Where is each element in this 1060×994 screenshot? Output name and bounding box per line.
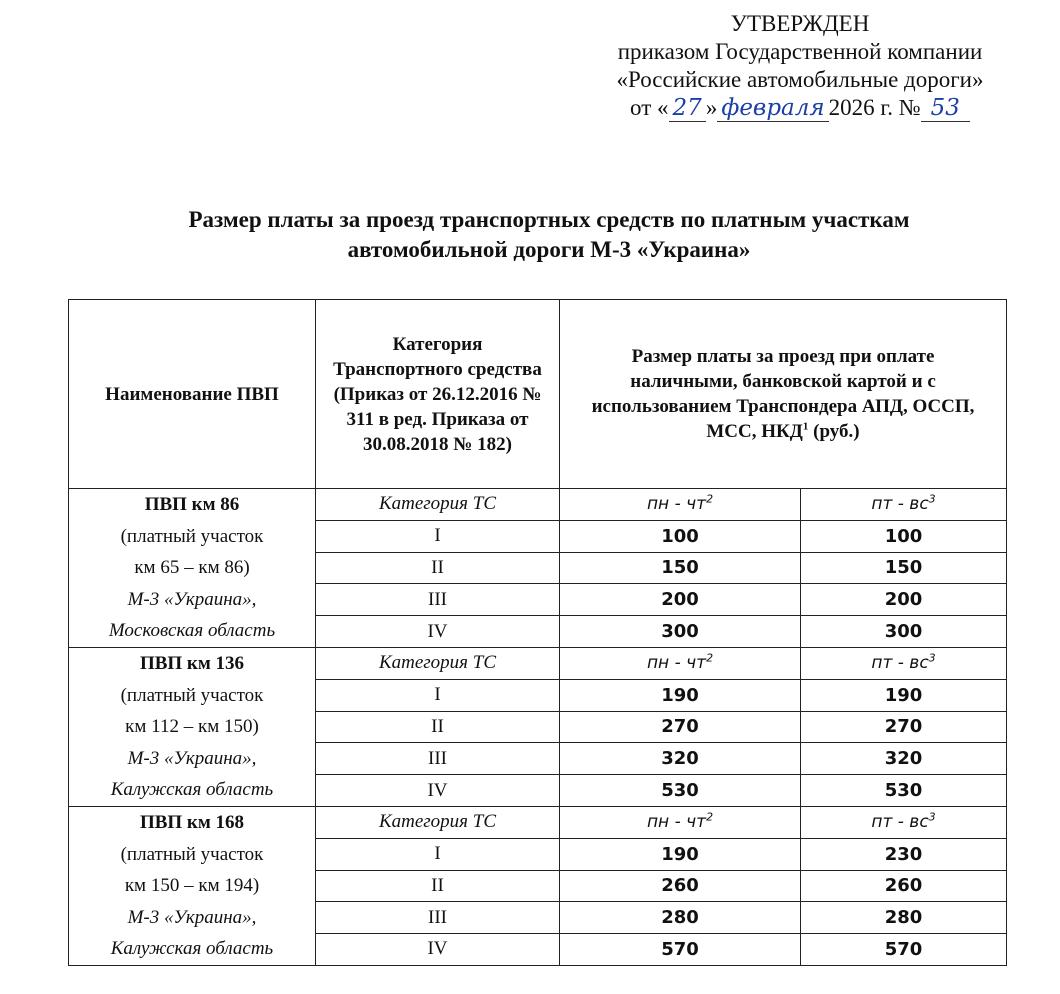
vehicle-category: IV: [316, 934, 560, 966]
weekday-fee: 300: [560, 616, 801, 648]
weekday-fee: 530: [560, 775, 801, 807]
pvp-road: М-3 «Украина»,: [127, 747, 257, 769]
weekday-label: [560, 647, 801, 679]
weekday-fee: 570: [560, 934, 801, 966]
vehicle-category: I: [316, 838, 560, 870]
weekday-fee: 320: [560, 743, 801, 775]
footnote-3: 3: [928, 492, 936, 506]
approval-line-company: «Российские автомобильные дороги»: [616, 67, 984, 92]
footnote-3: 3: [928, 810, 936, 824]
weekend-text: пт - вс: [871, 494, 929, 515]
weekday-fee: 100: [560, 520, 801, 552]
vehicle-category: III: [316, 902, 560, 934]
category-label: Категория ТС: [316, 489, 560, 521]
weekend-fee: 100: [801, 520, 1007, 552]
weekday-fee: 150: [560, 552, 801, 584]
vehicle-category: II: [316, 552, 560, 584]
header-fee-amount: [560, 300, 1007, 489]
header-fee-unit: (руб.): [808, 421, 860, 442]
pvp-name-cell: [69, 806, 316, 965]
weekday-label: [560, 806, 801, 838]
header-pvp-name: Наименование ПВП: [69, 300, 316, 489]
pvp-segment: (платный участок: [120, 525, 264, 547]
pvp-road: М-3 «Украина»,: [127, 588, 257, 610]
weekend-text: пт - вс: [871, 653, 929, 674]
weekend-fee: 280: [801, 902, 1007, 934]
vehicle-category: III: [316, 584, 560, 616]
pvp-road: М-3 «Украина»,: [127, 906, 257, 928]
handwritten-order-number: 53: [921, 95, 970, 122]
document-title: [0, 205, 1060, 265]
footnote-1: 1: [802, 420, 809, 433]
footnote-2: 2: [706, 810, 714, 824]
category-label: Категория ТС: [316, 806, 560, 838]
date-mid: »: [705, 95, 718, 120]
weekend-fee: 530: [801, 775, 1007, 807]
vehicle-category: III: [316, 743, 560, 775]
approval-line-order: приказом Государственной компании: [617, 39, 983, 64]
weekend-fee: 270: [801, 711, 1007, 743]
weekend-label: [801, 806, 1007, 838]
footnote-2: 2: [706, 492, 714, 506]
date-year: 2026 г. №: [828, 95, 921, 120]
pvp-name-cell: [69, 647, 316, 806]
pvp-name: ПВП км 136: [139, 652, 245, 674]
weekday-fee: 270: [560, 711, 801, 743]
vehicle-category: I: [316, 679, 560, 711]
pvp-segment: (платный участок: [120, 684, 264, 706]
pvp-region: Калужская область: [110, 779, 274, 801]
pvp-range: км 150 – км 194): [124, 875, 260, 897]
handwritten-day: 27: [669, 95, 706, 122]
approval-date-line: [540, 94, 1060, 122]
weekend-label: [801, 647, 1007, 679]
weekend-fee: 230: [801, 838, 1007, 870]
weekend-text: пт - вс: [871, 812, 929, 833]
vehicle-category: IV: [316, 775, 560, 807]
vehicle-category: II: [316, 870, 560, 902]
weekday-fee: 200: [560, 584, 801, 616]
weekday-fee: 190: [560, 838, 801, 870]
pvp-range: км 65 – км 86): [134, 557, 250, 579]
weekday-text: пн - чт: [646, 494, 707, 515]
date-prefix: от «: [630, 95, 669, 120]
header-fee-text: Размер платы за проезд при оплате наличными, банковской картой и с использованием Транспондера АПД, ОССП, МСС, НКД: [591, 346, 975, 442]
weekend-fee: 570: [801, 934, 1007, 966]
weekday-label: [560, 489, 801, 521]
weekday-fee: 280: [560, 902, 801, 934]
title-line-2: автомобильной дороги М-3 «Украина»: [347, 237, 751, 262]
weekend-fee: 190: [801, 679, 1007, 711]
weekend-fee: 320: [801, 743, 1007, 775]
weekend-fee: 300: [801, 616, 1007, 648]
pvp-name: ПВП км 86: [144, 494, 240, 515]
pvp-name-cell: [69, 489, 316, 648]
footnote-2: 2: [706, 651, 714, 665]
weekend-fee: 260: [801, 870, 1007, 902]
weekday-fee: 190: [560, 679, 801, 711]
weekend-fee: 200: [801, 584, 1007, 616]
weekend-label: [801, 489, 1007, 521]
vehicle-category: IV: [316, 616, 560, 648]
vehicle-category: II: [316, 711, 560, 743]
table-header-row: [69, 300, 1007, 489]
weekend-fee: 150: [801, 552, 1007, 584]
vehicle-category: I: [316, 520, 560, 552]
table-row: [69, 647, 1007, 679]
fee-table: [68, 299, 1007, 966]
pvp-region: Московская область: [108, 620, 276, 642]
title-line-1: Размер платы за проезд транспортных средств по платным участкам: [188, 207, 910, 232]
footnote-3: 3: [928, 651, 936, 665]
table-row: [69, 806, 1007, 838]
weekday-fee: 260: [560, 870, 801, 902]
approval-stamp: [540, 10, 1060, 122]
weekday-text: пн - чт: [646, 812, 707, 833]
header-vehicle-category: Категория Транспортного средства (Приказ от 26.12.2016 № 311 в ред. Приказа от 30.08.2018 № 182): [316, 300, 560, 489]
pvp-region: Калужская область: [110, 938, 274, 960]
pvp-name: ПВП км 168: [139, 811, 245, 833]
category-label: Категория ТС: [316, 647, 560, 679]
weekday-text: пн - чт: [646, 653, 707, 674]
approval-title: УТВЕРЖДЕН: [730, 11, 870, 36]
handwritten-month: февраля: [717, 95, 828, 122]
table-row: [69, 489, 1007, 521]
pvp-range: км 112 – км 150): [125, 716, 259, 738]
pvp-segment: (платный участок: [120, 843, 264, 865]
